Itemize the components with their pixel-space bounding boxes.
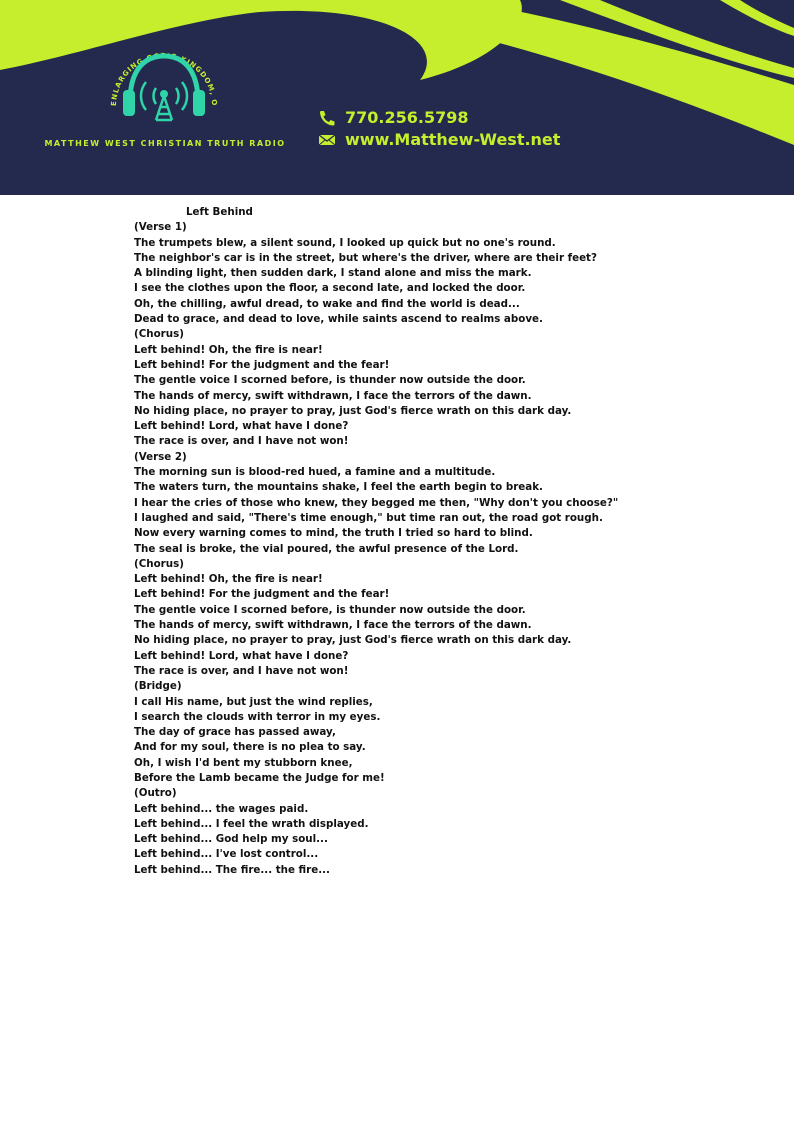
lyric-line: A blinding light, then sudden dark, I stand alone and miss the mark. (134, 267, 532, 280)
lyric-line: Oh, the chilling, awful dread, to wake and find the world is dead... (134, 297, 520, 310)
lyric-line: Left behind! Lord, what have I done? (134, 649, 349, 662)
song-lyrics (134, 205, 694, 878)
lyric-line: Left behind! Oh, the fire is near! (134, 343, 323, 356)
lyric-line: Left behind! Oh, the fire is near! (134, 573, 323, 586)
lyric-line: Before the Lamb became the Judge for me! (134, 771, 385, 784)
envelope-icon (318, 132, 336, 148)
phone-number: 770.256.5798 (345, 108, 469, 127)
lyric-line: I hear the cries of those who knew, they begged me then, "Why don't you choose?" (134, 496, 619, 509)
lyric-line: Left behind! For the judgment and the fear! (134, 358, 390, 371)
lyric-line: Left behind... I've lost control... (134, 848, 319, 861)
lyric-line: I laughed and said, "There's time enough," but time ran out, the road got rough. (134, 511, 603, 524)
letterhead-header (0, 0, 794, 195)
lyric-line: Now every warning comes to mind, the truth I tried so hard to blind. (134, 527, 533, 540)
radio-logo (96, 28, 232, 146)
lyric-line: The waters turn, the mountains shake, I feel the earth begin to break. (134, 481, 543, 494)
lyric-line: The gentle voice I scorned before, is thunder now outside the door. (134, 603, 526, 616)
lyric-line: No hiding place, no prayer to pray, just God's fierce wrath on this dark day. (134, 404, 572, 417)
lyric-line: (Bridge) (134, 680, 182, 693)
lyric-line: The day of grace has passed away, (134, 726, 336, 739)
lyric-line: The trumpets blew, a silent sound, I looked up quick but no one's round. (134, 236, 556, 249)
lyric-line: I call His name, but just the wind replies, (134, 695, 373, 708)
lyric-line: Dead to grace, and dead to love, while saints ascend to realms above. (134, 313, 543, 326)
lyric-line: I see the clothes upon the floor, a second late, and locked the door. (134, 282, 526, 295)
lyric-line: Left behind... I feel the wrath displayed. (134, 817, 369, 830)
lyric-line: No hiding place, no prayer to pray, just God's fierce wrath on this dark day. (134, 634, 572, 647)
lyric-lines (134, 220, 694, 878)
phone-icon (318, 110, 336, 126)
website-contact[interactable] (318, 130, 560, 149)
lyric-line: (Outro) (134, 787, 177, 800)
website-url: www.Matthew-West.net (345, 130, 561, 149)
lyric-line: Left behind! For the judgment and the fear! (134, 588, 390, 601)
lyric-line: The race is over, and I have not won! (134, 664, 349, 677)
lyric-line: Left behind... The fire... the fire... (134, 863, 330, 876)
lyric-line: Left behind... the wages paid. (134, 802, 309, 815)
lyric-line: (Chorus) (134, 557, 184, 570)
lyric-line: The neighbor's car is in the street, but where's the driver, where are their feet? (134, 251, 597, 264)
lyric-line: The morning sun is blood-red hued, a famine and a multitude. (134, 466, 496, 479)
lyric-line: The hands of mercy, swift withdrawn, I face the terrors of the dawn. (134, 619, 532, 632)
lyric-line: I search the clouds with terror in my eyes. (134, 710, 381, 723)
phone-contact[interactable] (318, 108, 468, 127)
song-title: Left Behind (186, 206, 253, 218)
lyric-line: The gentle voice I scorned before, is thunder now outside the door. (134, 374, 526, 387)
lyric-line: (Verse 1) (134, 221, 187, 234)
lyric-line: (Chorus) (134, 328, 184, 341)
lyric-line: And for my soul, there is no plea to say. (134, 741, 366, 754)
brand-name: MATTHEW WEST CHRISTIAN TRUTH RADIO (44, 139, 286, 148)
lyric-line: The race is over, and I have not won! (134, 435, 349, 448)
lyric-line: The hands of mercy, swift withdrawn, I face the terrors of the dawn. (134, 389, 532, 402)
lyric-line: Oh, I wish I'd bent my stubborn knee, (134, 756, 353, 769)
lyric-line: (Verse 2) (134, 450, 187, 463)
logo-ring-text: ENLARGING GOD'S KINGDOM, O (109, 51, 219, 107)
lyric-line: The seal is broke, the vial poured, the awful presence of the Lord. (134, 542, 519, 555)
lyric-line: Left behind... God help my soul... (134, 833, 328, 846)
lyric-line: Left behind! Lord, what have I done? (134, 420, 349, 433)
